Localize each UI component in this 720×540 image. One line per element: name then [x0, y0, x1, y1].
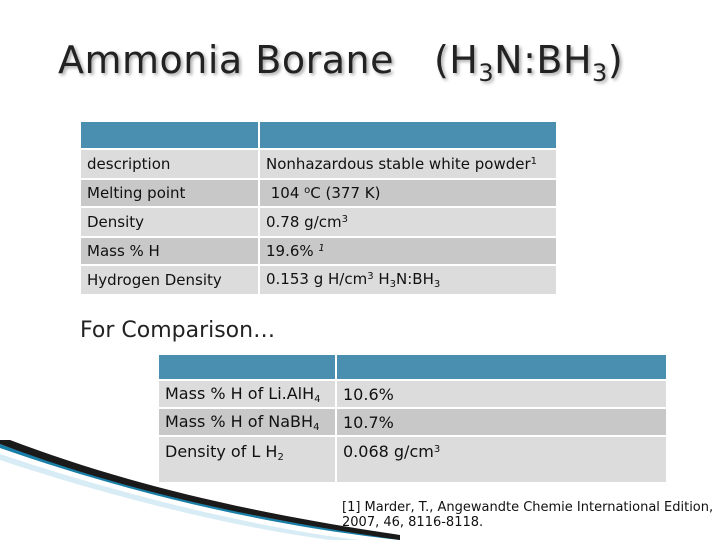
- table-row: [81, 266, 556, 294]
- table-row: [81, 208, 556, 236]
- comparison-value: 10.7%: [337, 409, 666, 435]
- table-row: [159, 409, 666, 435]
- properties-header-cell-1: [81, 122, 258, 148]
- label-text: Density of L H: [165, 442, 278, 461]
- table-row: [81, 238, 556, 264]
- label-text: Mass % H of Li.AlH: [165, 383, 315, 403]
- swoosh-dark-stroke: [0, 440, 400, 540]
- title-sub-2: 3: [592, 59, 608, 87]
- property-label: Density: [81, 208, 258, 236]
- property-value: [260, 180, 556, 206]
- property-value: [260, 238, 556, 264]
- title-sub-1: 3: [478, 59, 495, 87]
- comparison-heading: For Comparison…: [80, 318, 276, 343]
- property-value: [260, 150, 556, 178]
- formula-sub: 2: [277, 452, 284, 463]
- properties-header-cell-2: [260, 122, 556, 148]
- ref-marker: 1: [318, 243, 325, 254]
- exponent: 3: [341, 214, 348, 225]
- value-text: Nonhazardous stable white powder: [266, 155, 531, 173]
- property-label: Hydrogen Density: [81, 266, 258, 294]
- comparison-header-row: [159, 355, 666, 379]
- degree-marker: o: [304, 185, 311, 196]
- property-value: [260, 208, 556, 236]
- ref-marker: 1: [530, 156, 538, 167]
- value-unit: C (377 K): [310, 184, 381, 202]
- comparison-header-cell-2: [337, 355, 666, 379]
- title-main: Ammonia Borane: [58, 38, 394, 82]
- comparison-value: 10.6%: [337, 381, 666, 407]
- value-text: 0.068 g/cm: [343, 442, 434, 461]
- properties-header-row: [81, 122, 556, 148]
- exponent: 3: [433, 444, 441, 455]
- comparison-label: [159, 409, 335, 435]
- label-text: Mass % H of NaBH: [165, 411, 314, 431]
- value-text: 104: [266, 184, 305, 202]
- comparison-label: [159, 381, 335, 407]
- formula-sub: 4: [313, 421, 320, 433]
- formula-sub: 3: [389, 279, 397, 290]
- table-row: [81, 150, 556, 178]
- property-label: Melting point: [81, 180, 258, 206]
- formula-part: N:BH: [396, 270, 434, 288]
- table-row: [81, 180, 556, 206]
- value-text: 19.6%: [266, 242, 319, 260]
- comparison-header-cell-1: [159, 355, 335, 379]
- decorative-swoosh: [0, 440, 400, 540]
- reference-citation: [1] Marder, T., Angewandte Chemie International Edition, 2007, 46, 8116-8118.: [342, 500, 714, 530]
- title-formula-mid: N:BH: [494, 38, 593, 82]
- formula-sub: 3: [433, 279, 441, 290]
- table-row: [159, 381, 666, 407]
- exponent: 3: [367, 271, 374, 282]
- properties-table: [79, 120, 558, 296]
- property-label: Mass % H: [81, 238, 258, 264]
- value-text: 0.78 g/cm: [266, 213, 342, 231]
- slide-title: [58, 38, 623, 87]
- title-formula-open: (H: [433, 38, 479, 82]
- property-label: description: [81, 150, 258, 178]
- title-formula-close: ): [607, 38, 624, 82]
- formula-sub: 4: [314, 393, 321, 405]
- value-text: 0.153 g H/cm: [266, 270, 368, 288]
- formula-part: H: [373, 270, 390, 288]
- property-value: [260, 266, 556, 294]
